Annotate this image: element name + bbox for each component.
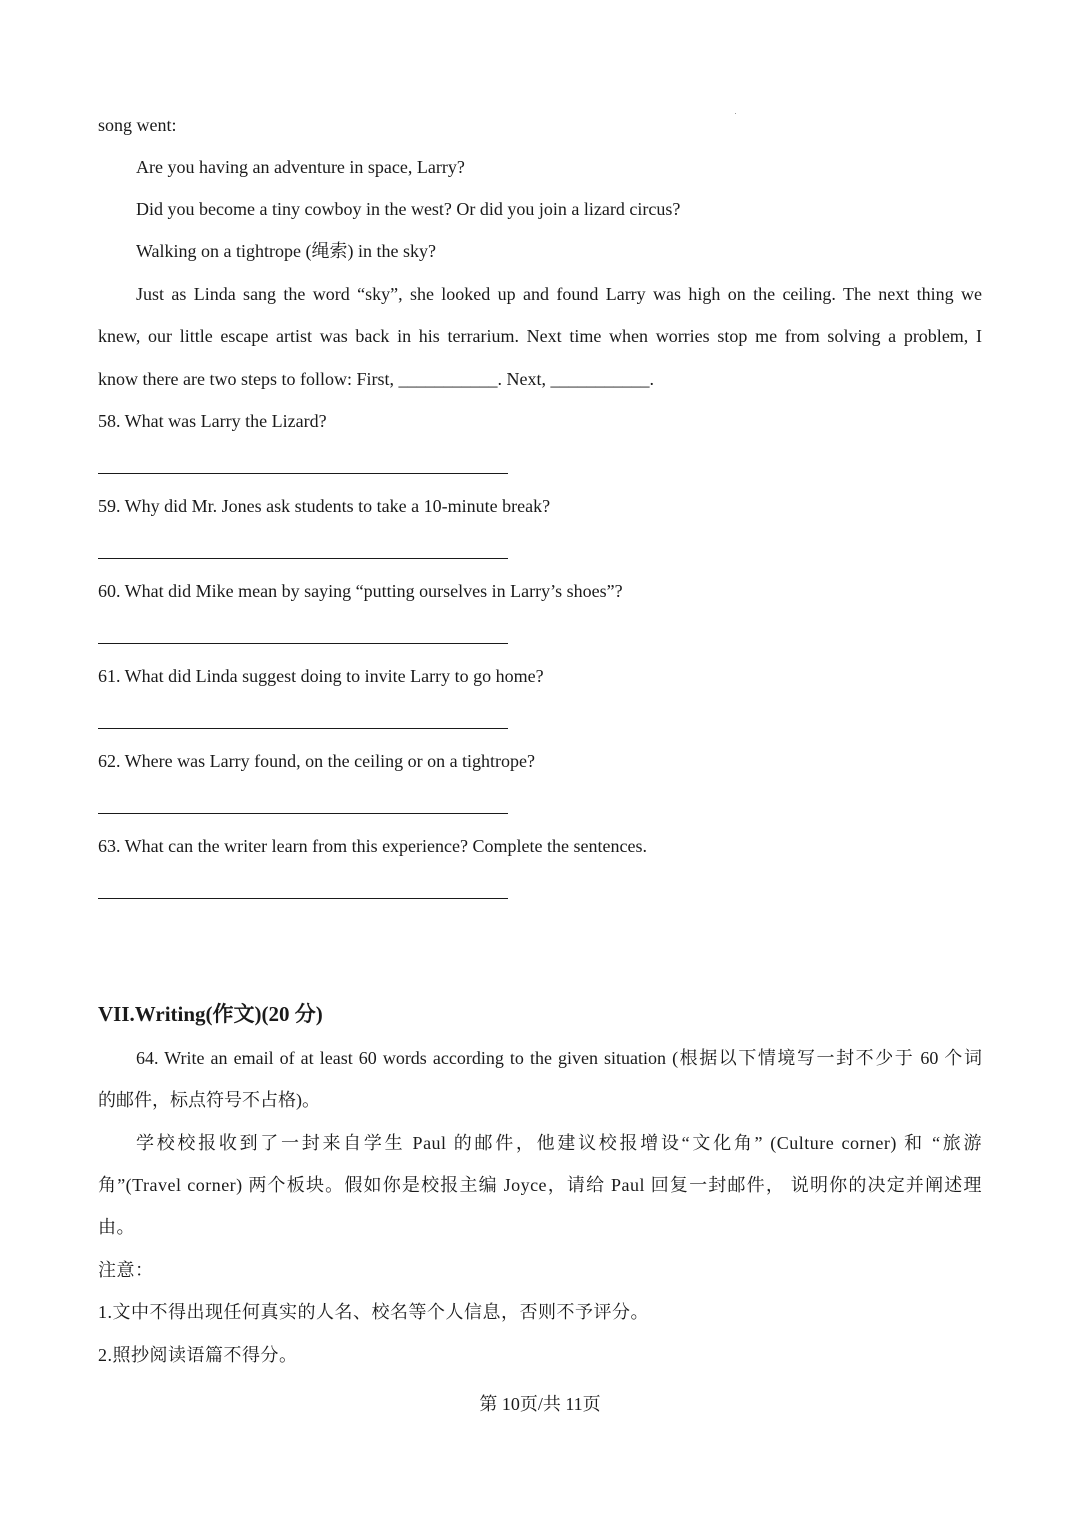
- question-58: 58. What was Larry the Lizard?: [98, 411, 327, 431]
- question-63: 63. What can the writer learn from this experience? Complete the sentences.: [98, 836, 647, 856]
- writing-prompt-line-2: 的邮件，标点符号不占格)。: [98, 1090, 320, 1110]
- situation-line-3: 由。: [98, 1217, 135, 1237]
- answer-line-58[interactable]: [98, 473, 508, 474]
- answer-line-63[interactable]: [98, 898, 508, 899]
- question-62: 62. Where was Larry found, on the ceiling or on a tightrope?: [98, 751, 536, 771]
- page-number: 第 10页/共 11页: [479, 1394, 601, 1414]
- answer-line-60[interactable]: [98, 643, 508, 644]
- note-1: 1.文中不得出现任何真实的人名、校名等个人信息，否则不予评分。: [98, 1302, 649, 1322]
- song-intro: song went:: [98, 115, 177, 135]
- writing-section-title: VII.Writing(作文)(20 分): [98, 1002, 323, 1026]
- paragraph-line-2: knew, our little escape artist was back in his terrarium. Next time when worries stop me from solving a problem, I: [98, 326, 982, 346]
- notes-title: 注意：: [98, 1260, 154, 1280]
- song-line-3: Walking on a tightrope (绳索) in the sky?: [136, 241, 436, 261]
- situation-line-1: 学校校报收到了一封来自学生 Paul 的邮件，他建议校报增设“文化角” (Culture corner) 和 “旅游: [136, 1133, 982, 1153]
- scan-speck: [735, 113, 736, 114]
- paragraph-line-1: Just as Linda sang the word “sky”, she looked up and found Larry was high on the ceiling. The next thing we: [136, 284, 982, 304]
- situation-line-2: 角”(Travel corner) 两个板块。假如你是校报主编 Joyce，请给 Paul 回复一封邮件， 说明你的决定并阐述理: [98, 1175, 982, 1195]
- question-60: 60. What did Mike mean by saying “putting ourselves in Larry’s shoes”?: [98, 581, 623, 601]
- song-line-1: Are you having an adventure in space, Larry?: [136, 157, 465, 177]
- answer-line-62[interactable]: [98, 813, 508, 814]
- question-61: 61. What did Linda suggest doing to invite Larry to go home?: [98, 666, 544, 686]
- answer-line-59[interactable]: [98, 558, 508, 559]
- answer-line-61[interactable]: [98, 728, 508, 729]
- question-59: 59. Why did Mr. Jones ask students to take a 10-minute break?: [98, 496, 551, 516]
- note-2: 2.照抄阅读语篇不得分。: [98, 1345, 298, 1365]
- writing-prompt-line-1: 64. Write an email of at least 60 words according to the given situation (根据以下情境写一封不少于 60 个词: [136, 1048, 982, 1068]
- song-line-2: Did you become a tiny cowboy in the west? Or did you join a lizard circus?: [136, 199, 681, 219]
- paragraph-line-3: know there are two steps to follow: First, ___________. Next, ___________.: [98, 369, 654, 389]
